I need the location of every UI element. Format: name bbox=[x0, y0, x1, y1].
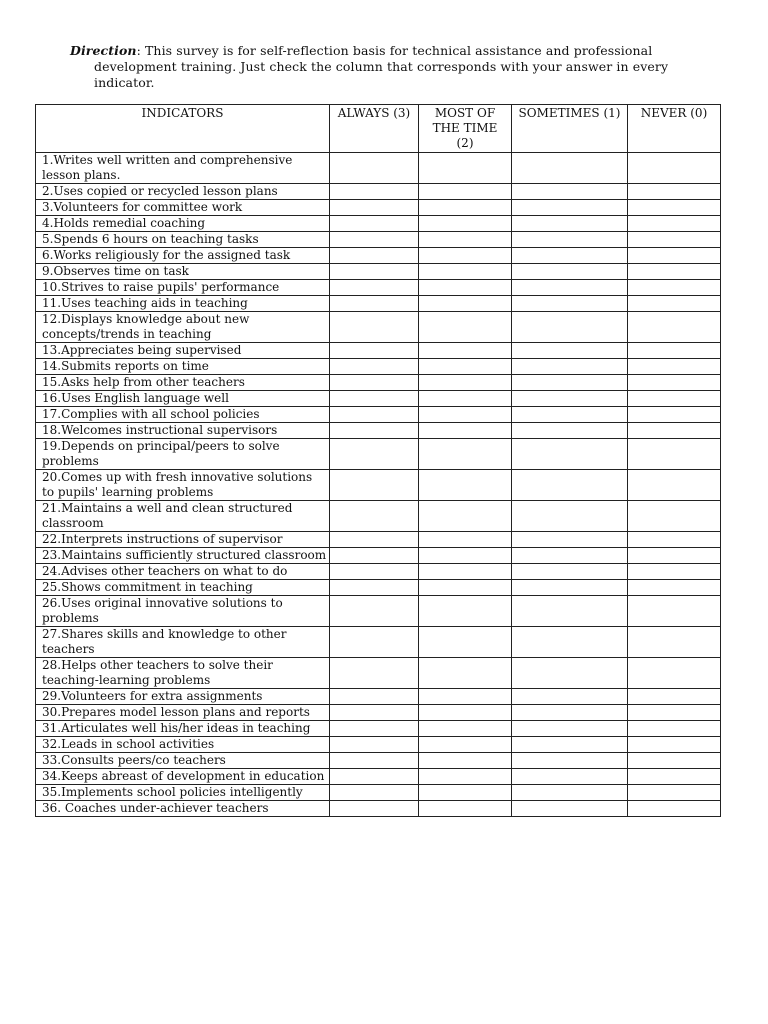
indicator-text: 26.Uses original innovative solutions to problems bbox=[36, 596, 330, 627]
check-cell-sometimes[interactable] bbox=[512, 501, 628, 532]
indicator-text: 11.Uses teaching aids in teaching bbox=[36, 296, 330, 312]
check-cell-always[interactable] bbox=[330, 423, 419, 439]
indicator-text: 12.Displays knowledge about new concepts/trends in teaching bbox=[36, 312, 330, 343]
check-cell-always[interactable] bbox=[330, 737, 419, 753]
check-cell-most-of-the-time[interactable] bbox=[419, 753, 512, 769]
check-cell-most-of-the-time[interactable] bbox=[419, 501, 512, 532]
table-row bbox=[36, 439, 721, 470]
indicator-text: 21.Maintains a well and clean structured classroom bbox=[36, 501, 330, 532]
table-row bbox=[36, 343, 721, 359]
check-cell-most-of-the-time[interactable] bbox=[419, 312, 512, 343]
check-cell-most-of-the-time[interactable] bbox=[419, 439, 512, 470]
indicator-text: 35.Implements school policies intelligently bbox=[36, 785, 330, 801]
check-cell-always[interactable] bbox=[330, 627, 419, 658]
table-row bbox=[36, 580, 721, 596]
check-cell-sometimes[interactable] bbox=[512, 248, 628, 264]
table-row bbox=[36, 391, 721, 407]
check-cell-always[interactable] bbox=[330, 785, 419, 801]
table-row bbox=[36, 564, 721, 580]
check-cell-never[interactable] bbox=[628, 296, 721, 312]
indicator-text: 6.Works religiously for the assigned task bbox=[36, 248, 330, 264]
indicator-text: 34.Keeps abreast of development in education bbox=[36, 769, 330, 785]
check-cell-most-of-the-time[interactable] bbox=[419, 721, 512, 737]
table-row bbox=[36, 769, 721, 785]
table-row bbox=[36, 296, 721, 312]
check-cell-most-of-the-time[interactable] bbox=[419, 407, 512, 423]
check-cell-always[interactable] bbox=[330, 564, 419, 580]
check-cell-never[interactable] bbox=[628, 785, 721, 801]
check-cell-most-of-the-time[interactable] bbox=[419, 705, 512, 721]
indicator-text: 14.Submits reports on time bbox=[36, 359, 330, 375]
check-cell-never[interactable] bbox=[628, 564, 721, 580]
indicator-text: 28.Helps other teachers to solve their teaching-learning problems bbox=[36, 658, 330, 689]
check-cell-always[interactable] bbox=[330, 658, 419, 689]
check-cell-never[interactable] bbox=[628, 184, 721, 200]
direction-paragraph bbox=[70, 43, 730, 91]
check-cell-sometimes[interactable] bbox=[512, 596, 628, 627]
check-cell-sometimes[interactable] bbox=[512, 375, 628, 391]
check-cell-most-of-the-time[interactable] bbox=[419, 200, 512, 216]
check-cell-never[interactable] bbox=[628, 753, 721, 769]
check-cell-always[interactable] bbox=[330, 548, 419, 564]
survey-body bbox=[36, 153, 721, 817]
table-row bbox=[36, 689, 721, 705]
table-row bbox=[36, 423, 721, 439]
indicator-text: 32.Leads in school activities bbox=[36, 737, 330, 753]
check-cell-sometimes[interactable] bbox=[512, 312, 628, 343]
check-cell-always[interactable] bbox=[330, 343, 419, 359]
check-cell-never[interactable] bbox=[628, 232, 721, 248]
check-cell-always[interactable] bbox=[330, 470, 419, 501]
header-indicators: INDICATORS bbox=[36, 105, 330, 153]
table-row bbox=[36, 470, 721, 501]
check-cell-always[interactable] bbox=[330, 721, 419, 737]
check-cell-most-of-the-time[interactable] bbox=[419, 658, 512, 689]
check-cell-most-of-the-time[interactable] bbox=[419, 627, 512, 658]
check-cell-always[interactable] bbox=[330, 801, 419, 817]
check-cell-most-of-the-time[interactable] bbox=[419, 184, 512, 200]
check-cell-always[interactable] bbox=[330, 264, 419, 280]
indicator-text: 29.Volunteers for extra assignments bbox=[36, 689, 330, 705]
check-cell-sometimes[interactable] bbox=[512, 658, 628, 689]
check-cell-sometimes[interactable] bbox=[512, 769, 628, 785]
indicator-text: 25.Shows commitment in teaching bbox=[36, 580, 330, 596]
check-cell-most-of-the-time[interactable] bbox=[419, 391, 512, 407]
check-cell-never[interactable] bbox=[628, 658, 721, 689]
check-cell-sometimes[interactable] bbox=[512, 721, 628, 737]
check-cell-sometimes[interactable] bbox=[512, 184, 628, 200]
check-cell-never[interactable] bbox=[628, 375, 721, 391]
check-cell-never[interactable] bbox=[628, 264, 721, 280]
check-cell-always[interactable] bbox=[330, 296, 419, 312]
check-cell-sometimes[interactable] bbox=[512, 801, 628, 817]
check-cell-most-of-the-time[interactable] bbox=[419, 232, 512, 248]
check-cell-most-of-the-time[interactable] bbox=[419, 564, 512, 580]
check-cell-always[interactable] bbox=[330, 596, 419, 627]
table-row bbox=[36, 312, 721, 343]
check-cell-most-of-the-time[interactable] bbox=[419, 280, 512, 296]
check-cell-always[interactable] bbox=[330, 580, 419, 596]
check-cell-never[interactable] bbox=[628, 439, 721, 470]
check-cell-never[interactable] bbox=[628, 627, 721, 658]
direction-text-rest: development training. Just check the column that corresponds with your answer in every indicator. bbox=[94, 59, 669, 90]
check-cell-most-of-the-time[interactable] bbox=[419, 296, 512, 312]
check-cell-always[interactable] bbox=[330, 200, 419, 216]
indicator-text: 36. Coaches under-achiever teachers bbox=[36, 801, 330, 817]
check-cell-never[interactable] bbox=[628, 721, 721, 737]
check-cell-most-of-the-time[interactable] bbox=[419, 596, 512, 627]
check-cell-always[interactable] bbox=[330, 216, 419, 232]
check-cell-sometimes[interactable] bbox=[512, 343, 628, 359]
indicator-text: 23.Maintains sufficiently structured classroom bbox=[36, 548, 330, 564]
indicator-text: 1.Writes well written and comprehensive lesson plans. bbox=[36, 153, 330, 184]
check-cell-most-of-the-time[interactable] bbox=[419, 359, 512, 375]
check-cell-sometimes[interactable] bbox=[512, 296, 628, 312]
check-cell-never[interactable] bbox=[628, 801, 721, 817]
table-row bbox=[36, 248, 721, 264]
check-cell-sometimes[interactable] bbox=[512, 232, 628, 248]
check-cell-most-of-the-time[interactable] bbox=[419, 470, 512, 501]
indicator-text: 33.Consults peers/co teachers bbox=[36, 753, 330, 769]
table-row bbox=[36, 705, 721, 721]
check-cell-never[interactable] bbox=[628, 343, 721, 359]
check-cell-sometimes[interactable] bbox=[512, 753, 628, 769]
header-always: ALWAYS (3) bbox=[330, 105, 419, 153]
table-row bbox=[36, 721, 721, 737]
check-cell-never[interactable] bbox=[628, 470, 721, 501]
check-cell-never[interactable] bbox=[628, 532, 721, 548]
check-cell-sometimes[interactable] bbox=[512, 785, 628, 801]
check-cell-sometimes[interactable] bbox=[512, 532, 628, 548]
indicator-text: 17.Complies with all school policies bbox=[36, 407, 330, 423]
indicator-text: 27.Shares skills and knowledge to other teachers bbox=[36, 627, 330, 658]
check-cell-sometimes[interactable] bbox=[512, 391, 628, 407]
check-cell-sometimes[interactable] bbox=[512, 407, 628, 423]
check-cell-most-of-the-time[interactable] bbox=[419, 737, 512, 753]
check-cell-most-of-the-time[interactable] bbox=[419, 801, 512, 817]
indicator-text: 31.Articulates well his/her ideas in teaching bbox=[36, 721, 330, 737]
check-cell-never[interactable] bbox=[628, 359, 721, 375]
table-row bbox=[36, 753, 721, 769]
check-cell-most-of-the-time[interactable] bbox=[419, 343, 512, 359]
header-row bbox=[36, 105, 721, 153]
check-cell-sometimes[interactable] bbox=[512, 423, 628, 439]
indicator-text: 24.Advises other teachers on what to do bbox=[36, 564, 330, 580]
table-row bbox=[36, 532, 721, 548]
table-row bbox=[36, 264, 721, 280]
check-cell-most-of-the-time[interactable] bbox=[419, 532, 512, 548]
indicator-text: 9.Observes time on task bbox=[36, 264, 330, 280]
check-cell-never[interactable] bbox=[628, 216, 721, 232]
check-cell-sometimes[interactable] bbox=[512, 689, 628, 705]
indicator-text: 3.Volunteers for committee work bbox=[36, 200, 330, 216]
table-row bbox=[36, 548, 721, 564]
header-most-of-the-time: MOST OF THE TIME (2) bbox=[419, 105, 512, 153]
check-cell-never[interactable] bbox=[628, 596, 721, 627]
direction-label: Direction bbox=[70, 43, 137, 58]
check-cell-never[interactable] bbox=[628, 407, 721, 423]
check-cell-never[interactable] bbox=[628, 580, 721, 596]
check-cell-always[interactable] bbox=[330, 232, 419, 248]
indicator-text: 19.Depends on principal/peers to solve problems bbox=[36, 439, 330, 470]
table-row bbox=[36, 375, 721, 391]
table-row bbox=[36, 216, 721, 232]
indicator-text: 15.Asks help from other teachers bbox=[36, 375, 330, 391]
check-cell-never[interactable] bbox=[628, 737, 721, 753]
check-cell-most-of-the-time[interactable] bbox=[419, 423, 512, 439]
check-cell-never[interactable] bbox=[628, 280, 721, 296]
check-cell-always[interactable] bbox=[330, 753, 419, 769]
check-cell-never[interactable] bbox=[628, 769, 721, 785]
check-cell-always[interactable] bbox=[330, 407, 419, 423]
direction-text-line1: : This survey is for self-reflection basis for technical assistance and professional bbox=[136, 43, 653, 58]
check-cell-always[interactable] bbox=[330, 359, 419, 375]
check-cell-most-of-the-time[interactable] bbox=[419, 375, 512, 391]
check-cell-sometimes[interactable] bbox=[512, 737, 628, 753]
check-cell-never[interactable] bbox=[628, 153, 721, 184]
indicator-text: 13.Appreciates being supervised bbox=[36, 343, 330, 359]
survey-table bbox=[35, 104, 721, 817]
indicator-text: 18.Welcomes instructional supervisors bbox=[36, 423, 330, 439]
check-cell-sometimes[interactable] bbox=[512, 359, 628, 375]
check-cell-never[interactable] bbox=[628, 312, 721, 343]
check-cell-never[interactable] bbox=[628, 200, 721, 216]
check-cell-never[interactable] bbox=[628, 501, 721, 532]
check-cell-always[interactable] bbox=[330, 689, 419, 705]
table-row bbox=[36, 801, 721, 817]
check-cell-sometimes[interactable] bbox=[512, 439, 628, 470]
check-cell-always[interactable] bbox=[330, 705, 419, 721]
check-cell-always[interactable] bbox=[330, 769, 419, 785]
check-cell-sometimes[interactable] bbox=[512, 470, 628, 501]
check-cell-always[interactable] bbox=[330, 391, 419, 407]
table-row bbox=[36, 407, 721, 423]
check-cell-sometimes[interactable] bbox=[512, 580, 628, 596]
check-cell-always[interactable] bbox=[330, 248, 419, 264]
table-row bbox=[36, 359, 721, 375]
check-cell-sometimes[interactable] bbox=[512, 564, 628, 580]
check-cell-never[interactable] bbox=[628, 248, 721, 264]
table-row bbox=[36, 737, 721, 753]
indicator-text: 30.Prepares model lesson plans and reports bbox=[36, 705, 330, 721]
table-row bbox=[36, 627, 721, 658]
check-cell-most-of-the-time[interactable] bbox=[419, 689, 512, 705]
table-row bbox=[36, 596, 721, 627]
table-row bbox=[36, 232, 721, 248]
check-cell-always[interactable] bbox=[330, 532, 419, 548]
check-cell-sometimes[interactable] bbox=[512, 548, 628, 564]
table-row bbox=[36, 280, 721, 296]
check-cell-always[interactable] bbox=[330, 312, 419, 343]
check-cell-always[interactable] bbox=[330, 439, 419, 470]
check-cell-most-of-the-time[interactable] bbox=[419, 769, 512, 785]
check-cell-sometimes[interactable] bbox=[512, 705, 628, 721]
indicator-text: 20.Comes up with fresh innovative solutions to pupils' learning problems bbox=[36, 470, 330, 501]
indicator-text: 22.Interprets instructions of supervisor bbox=[36, 532, 330, 548]
check-cell-most-of-the-time[interactable] bbox=[419, 785, 512, 801]
check-cell-sometimes[interactable] bbox=[512, 264, 628, 280]
check-cell-most-of-the-time[interactable] bbox=[419, 248, 512, 264]
check-cell-always[interactable] bbox=[330, 153, 419, 184]
check-cell-most-of-the-time[interactable] bbox=[419, 153, 512, 184]
check-cell-sometimes[interactable] bbox=[512, 280, 628, 296]
check-cell-always[interactable] bbox=[330, 375, 419, 391]
check-cell-always[interactable] bbox=[330, 280, 419, 296]
header-never: NEVER (0) bbox=[628, 105, 721, 153]
check-cell-sometimes[interactable] bbox=[512, 627, 628, 658]
indicator-text: 16.Uses English language well bbox=[36, 391, 330, 407]
table-row bbox=[36, 200, 721, 216]
check-cell-sometimes[interactable] bbox=[512, 153, 628, 184]
check-cell-never[interactable] bbox=[628, 548, 721, 564]
check-cell-sometimes[interactable] bbox=[512, 216, 628, 232]
header-sometimes: SOMETIMES (1) bbox=[512, 105, 628, 153]
table-row bbox=[36, 153, 721, 184]
check-cell-sometimes[interactable] bbox=[512, 200, 628, 216]
check-cell-most-of-the-time[interactable] bbox=[419, 264, 512, 280]
indicator-text: 5.Spends 6 hours on teaching tasks bbox=[36, 232, 330, 248]
table-row bbox=[36, 658, 721, 689]
table-row bbox=[36, 501, 721, 532]
check-cell-never[interactable] bbox=[628, 423, 721, 439]
table-row bbox=[36, 184, 721, 200]
check-cell-most-of-the-time[interactable] bbox=[419, 216, 512, 232]
check-cell-never[interactable] bbox=[628, 705, 721, 721]
indicator-text: 4.Holds remedial coaching bbox=[36, 216, 330, 232]
check-cell-always[interactable] bbox=[330, 501, 419, 532]
check-cell-never[interactable] bbox=[628, 391, 721, 407]
check-cell-never[interactable] bbox=[628, 689, 721, 705]
indicator-text: 2.Uses copied or recycled lesson plans bbox=[36, 184, 330, 200]
table-row bbox=[36, 785, 721, 801]
check-cell-most-of-the-time[interactable] bbox=[419, 580, 512, 596]
check-cell-always[interactable] bbox=[330, 184, 419, 200]
indicator-text: 10.Strives to raise pupils' performance bbox=[36, 280, 330, 296]
check-cell-most-of-the-time[interactable] bbox=[419, 548, 512, 564]
